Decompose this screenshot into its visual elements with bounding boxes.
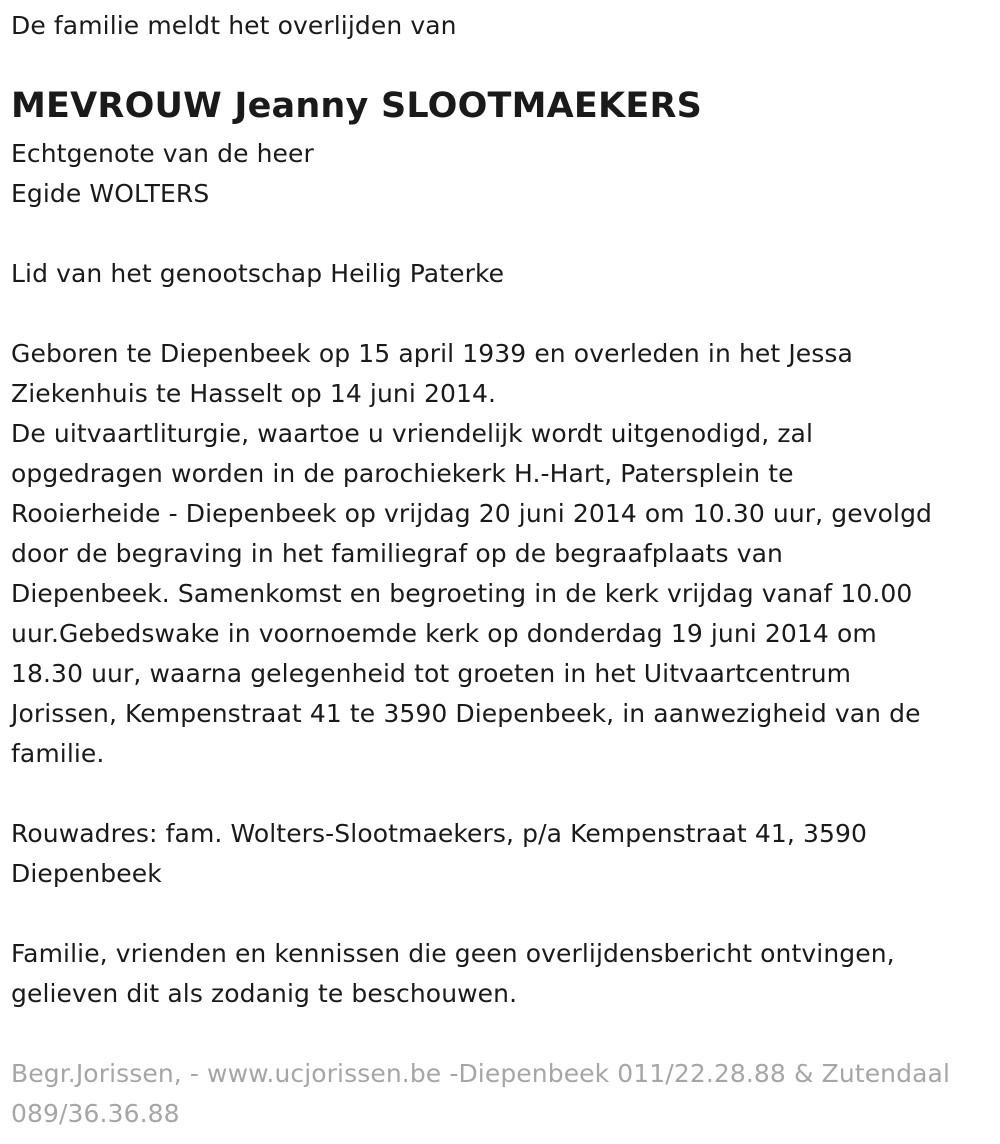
spouse-block — [11, 134, 314, 214]
details-line: Ziekenhuis te Hasselt op 14 juni 2014. — [11, 379, 497, 408]
membership-block — [11, 254, 504, 294]
details-line: familie. — [11, 739, 105, 768]
details-line: Rooierheide - Diepenbeek op vrijdag 20 juni 2014 om 10.30 uur, gevolgd — [11, 499, 933, 528]
details-line: De uitvaartliturgie, waartoe u vriendelijk wordt uitgenodigd, zal — [11, 419, 814, 448]
deceased-name: MEVROUW Jeanny SLOOTMAEKERS — [11, 86, 703, 126]
intro-text: De familie meldt het overlijden van — [11, 11, 457, 40]
details-line: 18.30 uur, waarna gelegenheid tot groeten in het Uitvaartcentrum — [11, 659, 852, 688]
address-line: Diepenbeek — [11, 859, 162, 888]
details-line: opgedragen worden in de parochiekerk H.-Hart, Patersplein te — [11, 459, 794, 488]
details-line: Diepenbeek. Samenkomst en begroeting in de kerk vrijdag vanaf 10.00 — [11, 579, 913, 608]
details-line: door de begraving in het familiegraf op de begraafplaats van — [11, 539, 783, 568]
details-line: Geboren te Diepenbeek op 15 april 1939 en overleden in het Jessa — [11, 339, 853, 368]
funeral-home-footer — [11, 1054, 950, 1134]
notice-block — [11, 934, 895, 1014]
spouse-line: Echtgenote van de heer — [11, 139, 314, 168]
details-line: Jorissen, Kempenstraat 41 te 3590 Diepenbeek, in aanwezigheid van de — [11, 699, 921, 728]
address-line: Rouwadres: fam. Wolters-Slootmaekers, p/a Kempenstraat 41, 3590 — [11, 819, 867, 848]
footer-line: 089/36.36.88 — [11, 1099, 180, 1128]
spouse-name: Egide WOLTERS — [11, 179, 210, 208]
footer-line: Begr.Jorissen, - www.ucjorissen.be -Diepenbeek 011/22.28.88 & Zutendaal — [11, 1059, 950, 1088]
membership-text: Lid van het genootschap Heilig Paterke — [11, 259, 505, 288]
details-block — [11, 334, 932, 774]
details-line: uur.Gebedswake in voornoemde kerk op donderdag 19 juni 2014 om — [11, 619, 877, 648]
address-block — [11, 814, 867, 894]
notice-line: gelieven dit als zodanig te beschouwen. — [11, 979, 518, 1008]
notice-line: Familie, vrienden en kennissen die geen overlijdensbericht ontvingen, — [11, 939, 895, 968]
